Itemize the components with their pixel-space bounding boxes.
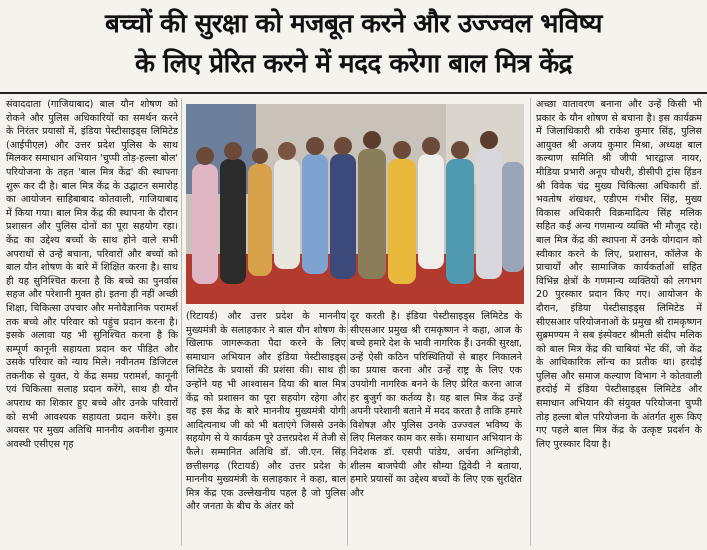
column-divider bbox=[530, 98, 531, 546]
event-photo bbox=[186, 104, 524, 304]
column-1-text: संवाददाता (गाजियाबाद) बाल यौन शोषण को रोकने और पुलिस अधिकारियों का समर्थन करने के निरंतर प्रयासों में, इंडिया पेस्टीसाइड्स लिमिटेड (आईपीएल) और उत्तर प्रदेश पुलिस के साथ मिलकर समाधान अभियान 'चुप्पी तोड़-हल्ला बोल' परियोजना के तहत 'बाल मित्र केंद्र' की स्थापना शुरू कर दी है। बाल मित्र केंद्र के उद्घाटन समारोह का आयोजन साहिबाबाद कोतवाली, गाजियाबाद में किया गया। बाल मित्र केंद्र की स्थापना के दौरान प्रशासन और पुलिस दोनों का पूरा सहयोग रहा। केंद्र का उद्देश्य बच्चों के साथ होने वाले सभी अपराधों से उन्हें बचाना, परिवारों और बच्चों को बाल यौन शोषण के बारे में शिक्षित करना है। साथ ही यह सुनिश्चित करना है कि बच्चे का पुनर्वास सहज और परेशानी मुक्त हो। इतना ही नहीं अच्छी शिक्षा, चिकित्सा उपचार और मनोवैज्ञानिक परामर्श तक बच्चे और परिवार को पहुंच प्रदान करना है। इसके अलावा यह भी सुनिश्चित करना है कि सम्पूर्ण कानूनी सहायता प्रदान कर पीड़ित और उसके परिवार को न्याय मिले। नवीनतम डिजिटल तकनीक से युक्त, ये केंद्र समग्र परामर्श, कानूनी एवं चिकित्सा सलाह प्रदान करेंगे, साथ ही यौन अपराध का शिकार हुए बच्चे और उनके परिवारों को सभी आवश्यक सहायता प्रदान करेंगे। इस अवसर पर मुख्य अतिथि माननीय अवनीश कुमार अवस्थी एसीएस गृह bbox=[6, 99, 178, 450]
column-divider bbox=[181, 98, 182, 546]
headline-divider bbox=[0, 92, 707, 94]
column-4-text: अच्छा वातावरण बनाना और उन्हें किसी भी प्रकार के यौन शोषण से बचाना है। इस कार्यक्रम में जिलाधिकारी श्री राकेश कुमार सिंह, पुलिस आयुक्त श्री अजय कुमार मिश्रा, अध्यक्ष बाल कल्याण समिति श्री जीपी भारद्वाज नायर, मीडिया प्रभारी अनूप चौधरी, डीसीपी ट्रांस हिंडन श्री विवेक चंद्र मुख्य चिकित्सा अधिकारी डॉ. भवतोष शंखधर, एडीएम गंभीर सिंह, मुख्य विकास अधिकारी विक्रमादित्य सिंह मलिक सहित कई अन्य गणमान्य व्यक्ति भी मौजूद रहे। बाल मित्र केंद्र की स्थापना में उनके योगदान को स्वीकार करने के लिए, प्रशासन, कॉलेज के प्राचार्यों और सामाजिक कार्यकर्ताओं सहित विभिन्न क्षेत्रों के गणमान्य व्यक्तियों को लगभग 20 पुरस्कार प्रदान किए गए। आयोजन के दौरान, इंडिया पेस्टीसाइड्स लिमिटेड में सीएसआर परियोजनाओं के प्रमुख श्री रामकृष्णन सुब्रमण्यम ने सब इंस्पेक्टर श्रीमती संदीप मलिक को बाल मित्र केंद्र की चाबियां भेंट कीं, जो केंद्र के आधिकारिक लॉन्च का प्रतीक था। हरदोई पुलिस और समाज कल्याण विभाग ने कोतवाली हरदोई में इंडिया पेस्टीसाइड्स लिमिटेड और समाधान अभियान की संयुक्त परियोजना चुप्पी तोड़ हल्ला बोल परियोजना के अंतर्गत शुरू किए गए पहले बाल मित्र केंद्र के उत्कृष्ट प्रदर्शन के लिए पुरस्कार दिया है। bbox=[536, 99, 702, 450]
headline-line-1: बच्चों की सुरक्षा को मजबूत करने और उज्ज्वल भविष्य bbox=[105, 9, 602, 39]
column-3-text: दूर करती है। इंडिया पेस्टीसाइड्स लिमिटेड के सीएसआर प्रमुख श्री रामकृष्णन ने कहा, आज के बच्चे हमारे देश के भावी नागरिक हैं। उनकी सुरक्षा, उन्हें ऐसी कठिन परिस्थितियों से बाहर निकालने का प्रयास करना और उन्हें राष्ट्र के लिए एक उपयोगी नागरिक बनने के लिए प्रेरित करना आज हर बुजुर्ग का कर्तव्य है। यह बाल मित्र केंद्र उन्हें अपनी परेशानी बताने में मदद करता है ताकि हमारे विशेषज्ञ और पुलिस उनके उज्ज्वल भविष्य के लिए मिलकर काम कर सकें। समाधान अभियान के निदेशक डॉ. एसपी पांडेय, अर्चना अग्निहोत्री, शीलम बाजपेयी और सौम्या द्विवेदी ने बताया, हमारे प्रयासों का उद्देश्य बच्चों के लिए एक सुरक्षित और bbox=[350, 311, 522, 499]
event-photo-illustration bbox=[186, 104, 524, 304]
article-column-2 bbox=[186, 310, 346, 546]
article-column-3 bbox=[350, 310, 522, 546]
article-column-1 bbox=[6, 98, 178, 546]
article-column-4 bbox=[536, 98, 702, 546]
column-2-text: (रिटायर्ड) और उत्तर प्रदेश के माननीय मुख्यमंत्री के सलाहकार ने बाल यौन शोषण के खिलाफ जागरूकता पैदा करने के लिए समाधान अभियान और इंडिया पेस्टीसाइड्स लिमिटेड के प्रयासों की प्रशंसा की। साथ ही उन्होंने यह भी आश्वासन दिया की बाल मित्र केंद्र को प्रशासन का पूरा सहयोग रहेगा और वह इस केंद्र के बारे माननीय मुख्यमंत्री योगी आदित्यनाथ जी को भी बताएंगे जिससे उनके सहयोग से ये कार्यक्रम पूरे उत्तरप्रदेश में तेजी से फैले। सम्मानित अतिथि डॉ. जी.एन. सिंह छत्तीसगढ़ (रिटायर्ड) और उत्तर प्रदेश के माननीय मुख्यमंत्री के सलाहकार ने कहा, बाल मित्र केंद्र एक उल्लेखनीय पहल है जो पुलिस और जनता के बीच के अंतर को bbox=[186, 311, 346, 513]
headline bbox=[6, 4, 701, 84]
column-divider bbox=[347, 310, 348, 546]
headline-line-2: के लिए प्रेरित करने में मदद करेगा बाल मित्र केंद्र bbox=[135, 49, 572, 79]
